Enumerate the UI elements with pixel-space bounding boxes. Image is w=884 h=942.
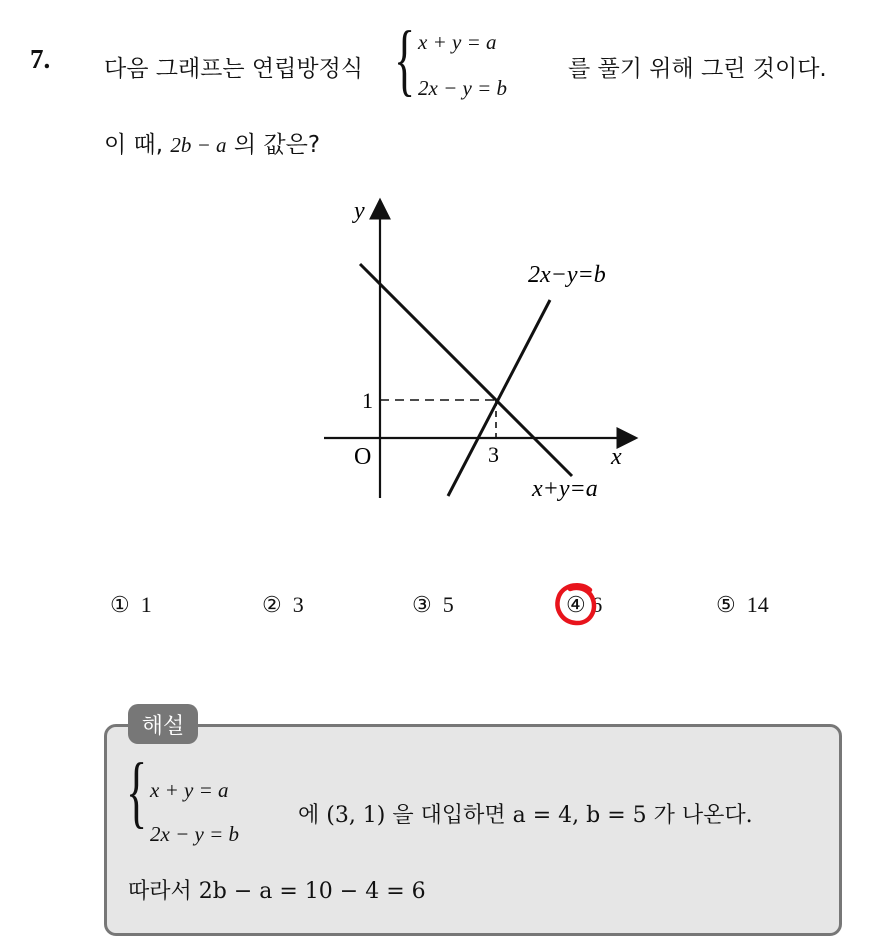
selected-answer-circle-mark [552,580,602,630]
graph [300,190,660,510]
x-tick-label: 3 [488,442,499,467]
line-label-x-plus-y: x+y=a [532,476,598,502]
question-number: 7. [30,44,51,74]
solution-equation-2: 2x − y = b [150,822,239,846]
question-equation-1: x + y = a [418,30,497,54]
line-x-plus-y [360,264,572,476]
choice-2[interactable] [262,592,304,618]
choice-5[interactable] [716,592,769,618]
choice-value: 14 [746,592,769,617]
solution-equation-1: x + y = a [150,778,229,802]
y-tick-label: 1 [362,388,373,413]
line-2x-minus-y [448,300,550,496]
question-intro-end: 를 풀기 위해 그린 것이다. [568,56,827,82]
line-label-2x-minus-y: 2x−y=b [528,262,606,288]
choice-marker: ③ [412,592,432,617]
question-equation-2: 2x − y = b [418,76,507,100]
solution-tag: 해설 [128,704,198,744]
prompt-expression: 2b − a [170,133,227,157]
choice-value: 6 [591,592,603,617]
choice-marker: ⑤ [716,592,736,617]
prompt-prefix: 이 때, [104,132,164,158]
solution-line-2: 따라서 2b − a = 10 − 4 = 6 [128,879,426,904]
choice-value: 1 [140,592,152,617]
choice-value: 5 [442,592,454,617]
system-brace: { [394,16,416,104]
solution-system-brace: { [126,748,148,836]
y-axis-label: y [354,198,365,224]
x-axis-label: x [611,444,622,470]
choice-marker: ④ [566,592,586,617]
choice-value: 3 [292,592,304,617]
question-prompt [104,126,320,159]
choice-3[interactable] [412,592,454,618]
solution-line-1: 에 (3, 1) 을 대입하면 a = 4, b = 5 가 나온다. [298,803,753,828]
choice-marker: ① [110,592,130,617]
origin-label: O [354,444,372,470]
prompt-suffix: 의 값은? [233,132,321,158]
question-intro: 다음 그래프는 연립방정식 [104,56,364,82]
choice-1[interactable] [110,592,152,618]
choice-marker: ② [262,592,282,617]
